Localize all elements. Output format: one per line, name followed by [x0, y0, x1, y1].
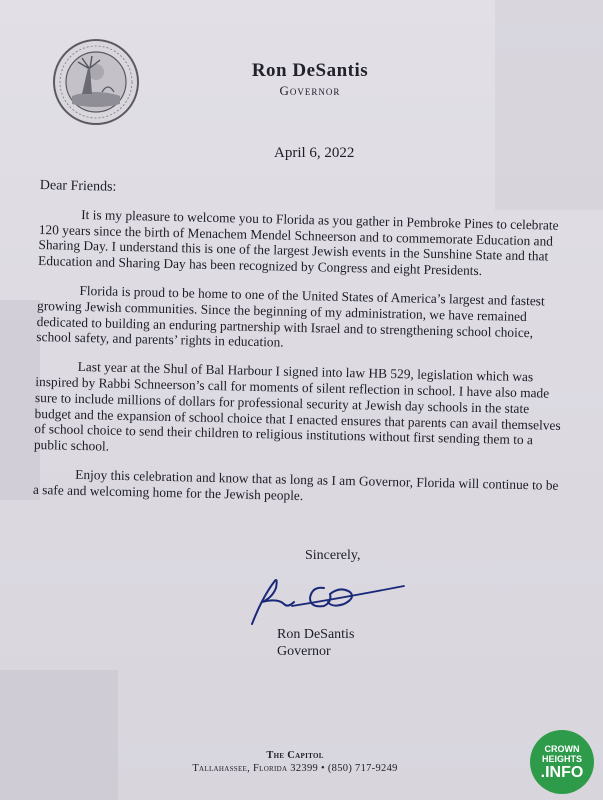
watermark-line-2: HEIGHTS — [541, 753, 582, 764]
signatory-title: Governor — [277, 644, 331, 659]
footer-address: Tallahassee, Florida 32399 • (850) 717-9249 — [192, 763, 398, 774]
governor-title-heading: Governor — [279, 83, 341, 98]
watermark-line-1: CROWN — [544, 743, 580, 754]
salutation: Dear Friends: — [39, 178, 117, 195]
state-seal-icon — [52, 38, 140, 126]
paper-shadow — [0, 670, 118, 800]
letter-footer — [175, 749, 415, 775]
paragraph-1: It is my pleasure to welcome you to Florida as you gather in Pembroke Pines to celebrate 120 years since the birth of Menachem Mendel Schneerson and to commemorate Education and Sharing Day. I understand this is one of the largest Jewish events in the Sunshine State and that Education and Sharing Day has been recognized by Congress and eight Presidents. — [37, 206, 559, 279]
governor-name-heading: Ron DeSantis — [251, 60, 369, 81]
letter-body — [32, 178, 569, 522]
handwritten-signature — [232, 568, 412, 630]
paragraph-3: Last year at the Shul of Bal Harbour I signed into law HB 529, legislation which was inspired by Rabbi Schneerson’s call for moments of silent reflection in school. I have also made sure to include millions of dollars for professional security at Jewish day schools in the state budget and the expansion of school choice that I enacted ensures that parents can avail themselves of school choice to send their children to religious institutions without first sending them to a public school. — [33, 359, 561, 454]
footer-title: The Capitol — [266, 750, 324, 761]
signatory — [277, 626, 354, 660]
watermark-line-3: .INFO — [540, 763, 584, 781]
letterhead — [180, 60, 440, 99]
closing: Sincerely, — [305, 548, 361, 563]
signatory-name: Ron DeSantis — [277, 627, 355, 642]
paragraph-2: Florida is proud to be home to one of the United States of America’s largest and fastest growing Jewish communities. Since the beginning of my administration, we have remained dedicated to building an enduring partnership with Israel and to strengthening school choice, school safety, and parents’ rights in education. — [36, 282, 545, 350]
crownheights-watermark-logo — [530, 730, 594, 794]
paragraph-4: Enjoy this celebration and know that as long as I am Governor, Florida will continue to be a safe and welcoming home for the Jewish people. — [32, 466, 559, 503]
letter-date: April 6, 2022 — [274, 145, 355, 161]
paper-shadow — [495, 0, 603, 210]
